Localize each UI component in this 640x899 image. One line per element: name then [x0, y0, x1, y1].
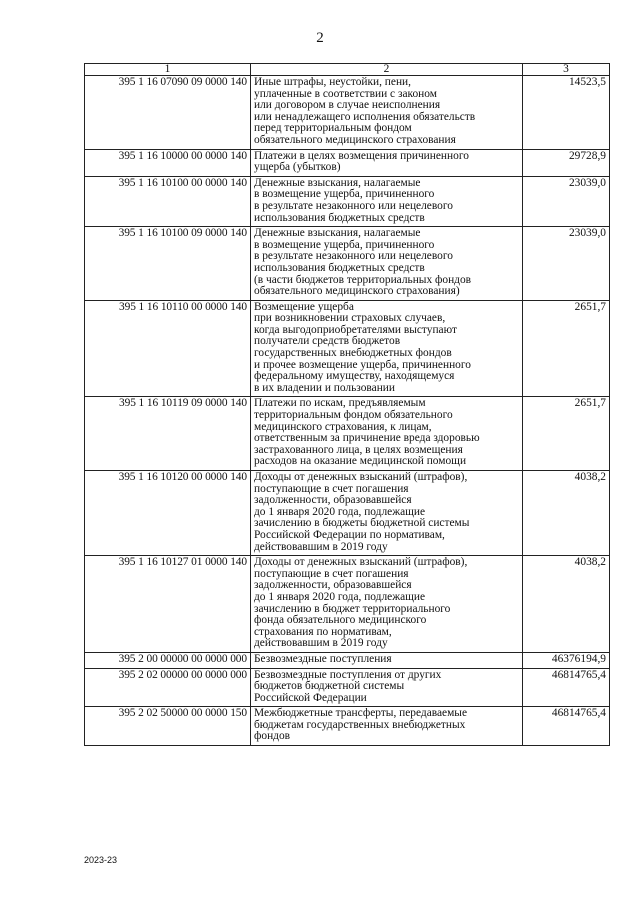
name-cell: Денежные взыскания, налагаемые в возмещение ущерба, причиненного в результате незаконного или нецелевого использования бюджетных средств (в части бюджетов территориальных фондов обязательного медицинского страхования)	[251, 227, 523, 301]
code-cell: 395 1 16 10100 00 0000 140	[85, 176, 251, 226]
code-cell: 395 1 16 10120 00 0000 140	[85, 471, 251, 556]
name-cell: Безвозмездные поступления от других бюджетов бюджетной системы Российской Федерации	[251, 668, 523, 707]
amount-cell: 2651,7	[523, 300, 610, 397]
name-cell: Межбюджетные трансферты, передаваемые бюджетам государственных внебюджетных фондов	[251, 707, 523, 746]
footer-code: 2023-23	[84, 855, 118, 865]
name-cell: Доходы от денежных взысканий (штрафов), поступающие в счет погашения задолженности, образовавшейся до 1 января 2020 года, подлежащие зачислению в бюджеты бюджетной системы Российской Федерации по нормативам, действовавшим в 2019 году	[251, 471, 523, 556]
table-row	[85, 707, 610, 746]
revenue-table	[84, 63, 610, 746]
name-cell: Платежи в целях возмещения причиненного ущерба (убытков)	[251, 149, 523, 176]
code-cell: 395 1 16 10110 00 0000 140	[85, 300, 251, 397]
name-cell: Возмещение ущерба при возникновении страховых случаев, когда выгодоприобретателями выступают получатели средств бюджетов государственных внебюджетных фондов и прочее возмещение ущерба, причиненного федеральному имуществу, находящемуся в их владении и пользовании	[251, 300, 523, 397]
table-row	[85, 176, 610, 226]
table-row	[85, 652, 610, 668]
table-row	[85, 668, 610, 707]
amount-cell: 46814765,4	[523, 668, 610, 707]
table-row	[85, 471, 610, 556]
amount-cell: 23039,0	[523, 176, 610, 226]
table-header-row	[85, 64, 610, 76]
name-cell: Безвозмездные поступления	[251, 652, 523, 668]
amount-cell: 46376194,9	[523, 652, 610, 668]
code-cell: 395 2 02 00000 00 0000 000	[85, 668, 251, 707]
name-cell: Денежные взыскания, налагаемые в возмещение ущерба, причиненного в результате незаконного или нецелевого использования бюджетных средств	[251, 176, 523, 226]
code-cell: 395 1 16 10127 01 0000 140	[85, 556, 251, 653]
code-cell: 395 2 00 00000 00 0000 000	[85, 652, 251, 668]
table-row	[85, 556, 610, 653]
code-cell: 395 1 16 07090 09 0000 140	[85, 76, 251, 150]
name-cell: Иные штрафы, неустойки, пени, уплаченные в соответствии с законом или договором в случае неисполнения или ненадлежащего исполнения обязательств перед территориальным фондом обязательного медицинского страхования	[251, 76, 523, 150]
header-col-2: 2	[251, 64, 523, 76]
code-cell: 395 1 16 10119 09 0000 140	[85, 397, 251, 471]
header-col-3: 3	[523, 64, 610, 76]
amount-cell: 2651,7	[523, 397, 610, 471]
header-col-1: 1	[85, 64, 251, 76]
table-row	[85, 149, 610, 176]
name-cell: Платежи по искам, предъявляемым территориальным фондом обязательного медицинского страхования, к лицам, ответственным за причинение вреда здоровью застрахованного лица, в целях возмещения расходов на оказание медицинской помощи	[251, 397, 523, 471]
amount-cell: 4038,2	[523, 471, 610, 556]
name-cell: Доходы от денежных взысканий (штрафов), поступающие в счет погашения задолженности, образовавшейся до 1 января 2020 года, подлежащие зачислению в бюджет территориального фонда обязательного медицинского страхования по нормативам, действовавшим в 2019 году	[251, 556, 523, 653]
code-cell: 395 1 16 10000 00 0000 140	[85, 149, 251, 176]
amount-cell: 14523,5	[523, 76, 610, 150]
table-body	[85, 76, 610, 746]
amount-cell: 29728,9	[523, 149, 610, 176]
amount-cell: 4038,2	[523, 556, 610, 653]
amount-cell: 23039,0	[523, 227, 610, 301]
page-number: 2	[316, 30, 324, 46]
table-row	[85, 300, 610, 397]
code-cell: 395 2 02 50000 00 0000 150	[85, 707, 251, 746]
table-row	[85, 227, 610, 301]
table-row	[85, 76, 610, 150]
amount-cell: 46814765,4	[523, 707, 610, 746]
code-cell: 395 1 16 10100 09 0000 140	[85, 227, 251, 301]
table-row	[85, 397, 610, 471]
